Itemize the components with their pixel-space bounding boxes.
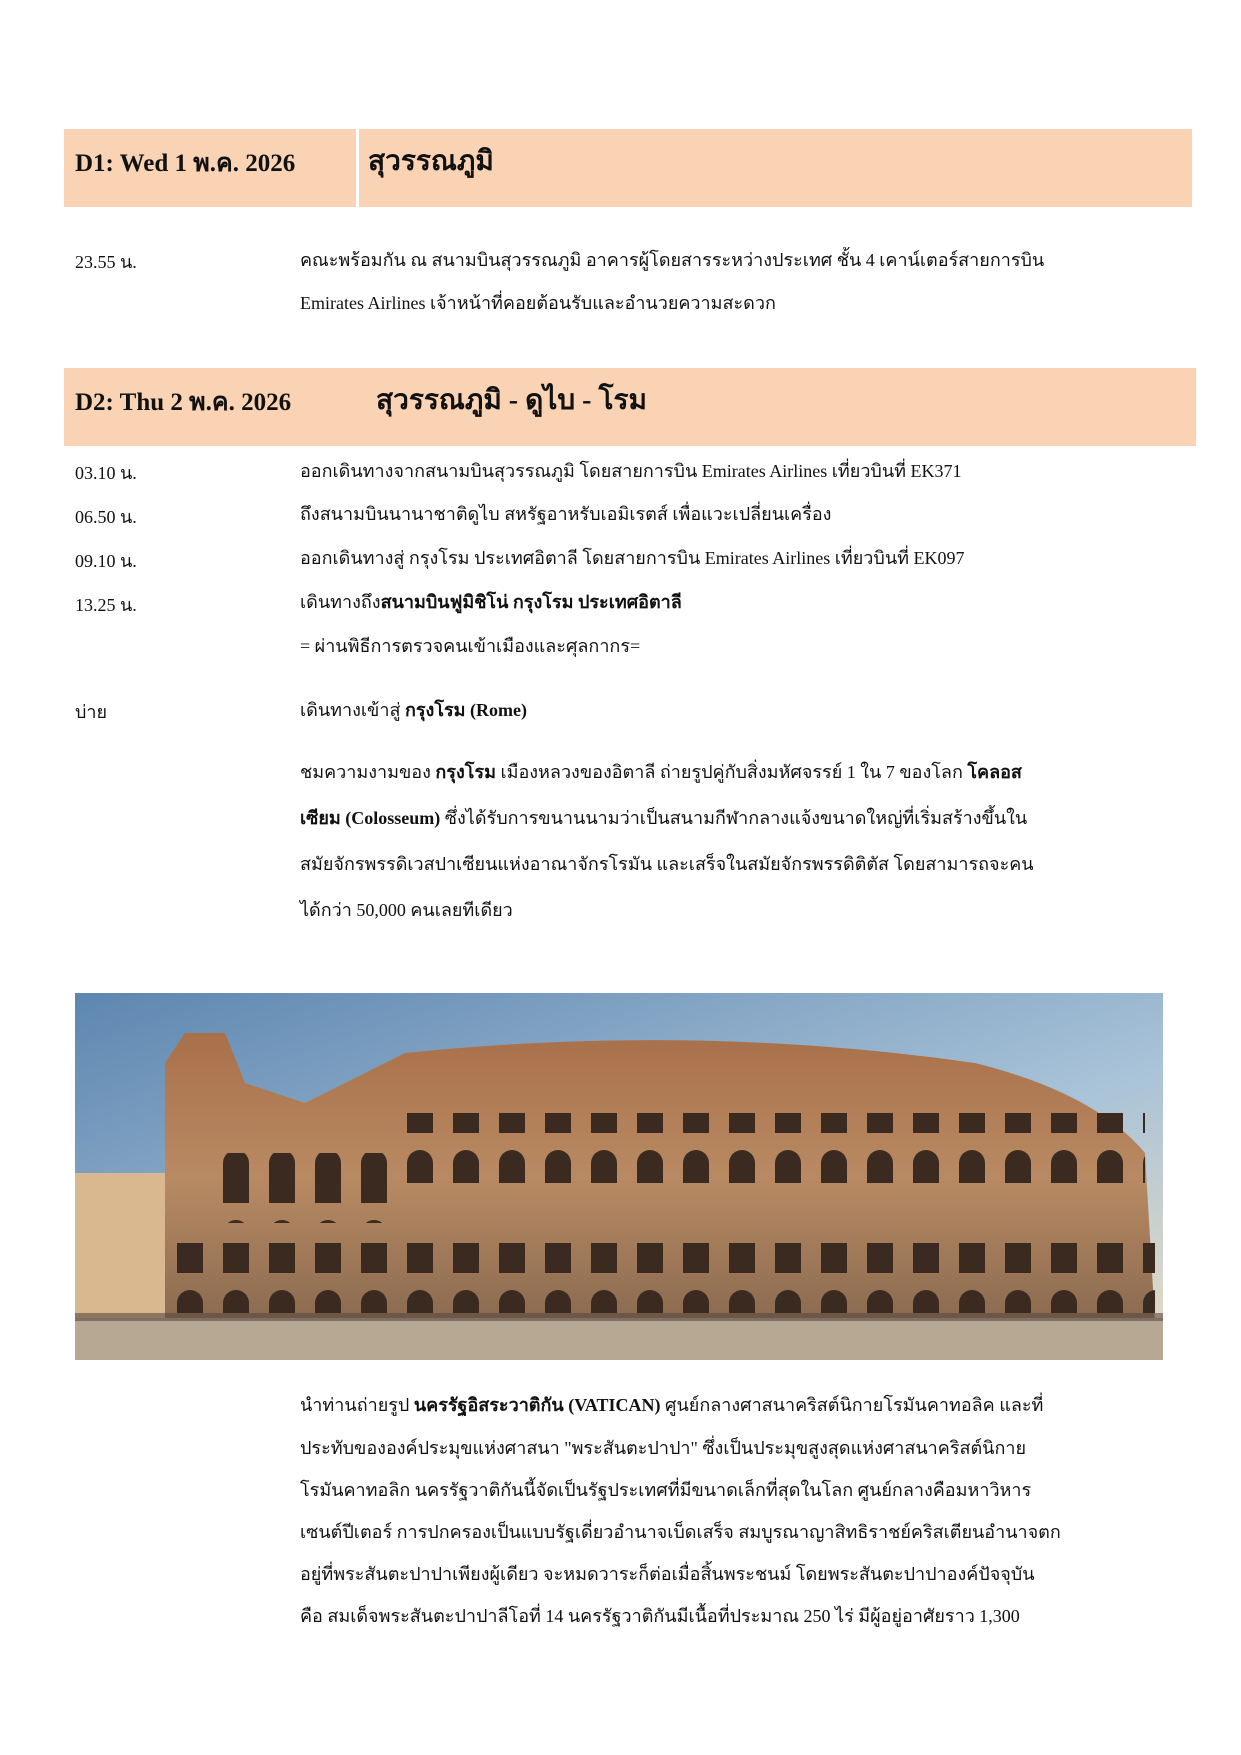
day2-place: สุวรรณภูมิ - ดูไบ - โรม <box>376 385 648 416</box>
time-label: 13.25 น. <box>75 595 137 615</box>
bold-text: เซียม (Colosseum) <box>300 808 441 828</box>
bold-text: กรุงโรม (Rome) <box>404 700 527 720</box>
time-label: 09.10 น. <box>75 551 137 571</box>
colosseum-image <box>75 993 1163 1360</box>
day2-header <box>64 368 1196 446</box>
day1-date: D1: Wed 1 พ.ค. 2026 <box>75 150 296 177</box>
itinerary-text: ถึงสนามบินนานาชาติดูไบ สหรัฐอาหรับเอมิเรตส์ เพื่อแวะเปลี่ยนเครื่อง <box>300 504 832 524</box>
vatican-line: เซนต์ปีเตอร์ การปกครองเป็นแบบรัฐเดี่ยวอำนาจเบ็ดเสร็จ สมบูรณาญาสิทธิราชย์คริสเตียนอำนาจตก <box>300 1522 1061 1542</box>
time-label: 23.55 น. <box>75 252 137 272</box>
day1-header <box>64 129 1192 207</box>
colosseum-line <box>300 803 1027 832</box>
vatican-line: โรมันคาทอลิก นครรัฐวาติกันนี้จัดเป็นรัฐประเทศที่มีขนาดเล็กที่สุดในโลก ศูนย์กลางคือมหาวิหาร <box>300 1480 1032 1500</box>
text: เมืองหลวงของอิตาลี ถ่ายรูปคู่กับสิ่งมหัศจรรย์ 1 ใน 7 ของโลก <box>495 762 968 782</box>
itinerary-text <box>300 695 527 724</box>
text: ชมความงามของ <box>300 762 436 782</box>
bold-text: นครรัฐอิสระวาติกัน (VATICAN) <box>413 1395 661 1415</box>
itinerary-text: Emirates Airlines เจ้าหน้าที่คอยต้อนรับและอำนวยความสะดวก <box>300 293 776 313</box>
text: ศูนย์กลางศาสนาคริสต์นิกายโรมันคาทอลิค และที่ <box>660 1395 1044 1415</box>
text: เดินทางเข้าสู่ <box>300 700 405 720</box>
vatican-line <box>300 1390 1043 1419</box>
itinerary-text: ออกเดินทางจากสนามบินสุวรรณภูมิ โดยสายการบิน Emirates Airlines เที่ยวบินที่ EK371 <box>300 461 962 481</box>
colosseum-line <box>300 757 1022 786</box>
immigration-note: = ผ่านพิธีการตรวจคนเข้าเมืองและศุลกากร= <box>300 636 641 656</box>
text: เดินทางถึง <box>300 592 381 612</box>
day2-date: D2: Thu 2 พ.ค. 2026 <box>75 389 292 416</box>
header-divider <box>356 129 359 207</box>
text: นำท่านถ่ายรูป <box>300 1395 414 1415</box>
bold-text: กรุงโรม <box>435 762 496 782</box>
time-label: บ่าย <box>75 702 108 722</box>
colosseum-photo <box>75 993 1163 1360</box>
itinerary-text: ออกเดินทางสู่ กรุงโรม ประเทศอิตาลี โดยสายการบิน Emirates Airlines เที่ยวบินที่ EK097 <box>300 548 965 568</box>
time-label: 06.50 น. <box>75 507 137 527</box>
bold-text: โคลอส <box>967 762 1022 782</box>
itinerary-text <box>300 587 682 616</box>
vatican-line: อยู่ที่พระสันตะปาปาเพียงผู้เดียว จะหมดวาระก็ต่อเมื่อสิ้นพระชนม์ โดยพระสันตะปาปาองค์ปัจจุบัน <box>300 1564 1035 1584</box>
text: ซึ่งได้รับการขนานนามว่าเป็นสนามกีฬากลางแจ้งขนาดใหญ่ที่เริ่มสร้างขึ้นใน <box>440 808 1028 828</box>
colosseum-line: สมัยจักรพรรดิเวสปาเซียนแห่งอาณาจักรโรมัน และเสร็จในสมัยจักรพรรดิติตัส โดยสามารถจะคน <box>300 854 1034 874</box>
colosseum-line: ได้กว่า 50,000 คนเลยทีเดียว <box>300 900 513 920</box>
time-label: 03.10 น. <box>75 463 137 483</box>
itinerary-text: คณะพร้อมกัน ณ สนามบินสุวรรณภูมิ อาคารผู้โดยสารระหว่างประเทศ ชั้น 4 เคาน์เตอร์สายการบิน <box>300 250 1045 270</box>
vatican-line: ประทับขององค์ประมุขแห่งศาสนา "พระสันตะปาปา" ซึ่งเป็นประมุขสูงสุดแห่งศาสนาคริสต์นิกาย <box>300 1438 1027 1458</box>
day1-place: สุวรรณภูมิ <box>368 146 494 177</box>
bold-text: สนามบินฟูมิชิโน่ กรุงโรม ประเทศอิตาลี <box>380 592 682 612</box>
vatican-line: คือ สมเด็จพระสันตะปาปาลีโอที่ 14 นครรัฐวาติกันมีเนื้อที่ประมาณ 250 ไร่ มีผู้อยู่อาศัยราว 1,300 <box>300 1606 1020 1626</box>
